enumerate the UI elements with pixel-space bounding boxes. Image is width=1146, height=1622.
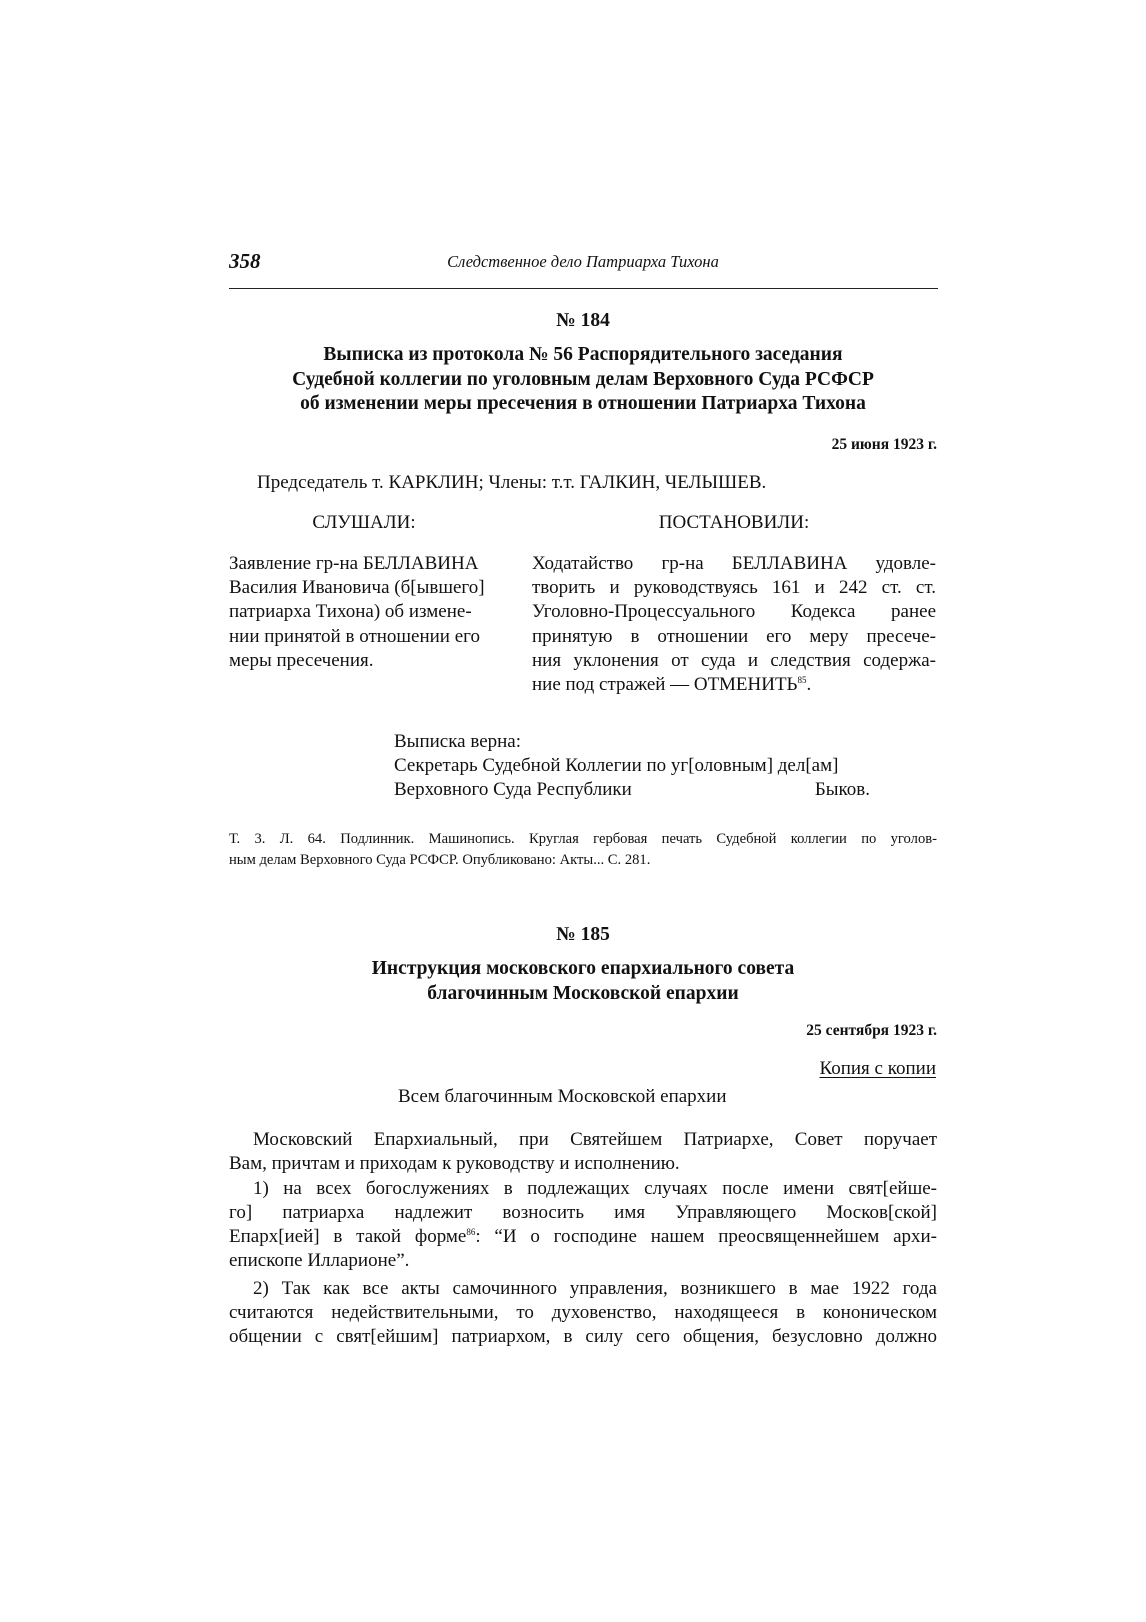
signature-block <box>394 730 894 803</box>
resolved-line: принятую в отношении его меру пресече- <box>532 625 936 647</box>
footnote-ref-86[interactable]: 86 <box>466 1227 476 1238</box>
doc185-number: № 185 <box>556 924 610 945</box>
body-line: го] патриарха надлежит возносить имя Управляющего Москов[ской] <box>229 1201 937 1223</box>
signature-court: Верховного Суда Республики <box>394 779 632 801</box>
body-line: 1) на всех богослужениях в подлежащих случаях после имени свят[ейше- <box>253 1177 937 1199</box>
running-header <box>229 249 937 279</box>
header-rule <box>229 288 938 289</box>
resolved-line-text: ние под стражей — ОТМЕНИТЬ <box>532 674 798 696</box>
doc185-body <box>229 1128 937 1350</box>
doc185-title <box>229 957 937 1006</box>
resolved-line: Уголовно-Процессуального Кодекса ранее <box>532 601 936 623</box>
resolved-line: Ходатайство гр-на БЕЛЛАВИНА удовле- <box>532 553 936 574</box>
body-line: Вам, причтам и приходам к руководству и исполнению. <box>229 1153 680 1175</box>
resolved-end: . <box>806 674 812 696</box>
doc184-title-line: Выписка из протокола № 56 Распорядительного заседания <box>323 344 843 365</box>
body-text: : “И о господине нашем преосвященнейшем архи- <box>475 1226 937 1248</box>
signature-name: Быков. <box>814 779 870 801</box>
doc184-date: 25 июня 1923 г. <box>831 436 937 453</box>
body-line: считаются недействительными, то духовенство, находящееся в кононическом <box>229 1302 937 1324</box>
resolved-line: творить и руководствуясь 161 и 242 ст. ст. <box>532 577 936 599</box>
body-line: общении с свят[ейшим] патриархом, в силу сего общения, безусловно должно <box>229 1326 937 1348</box>
source-line: ным делам Верховного Суда РСФСР. Опубликовано: Акты... С. 281. <box>229 852 651 868</box>
page-number: 358 <box>229 249 261 273</box>
signature-verified: Выписка верна: <box>394 731 522 752</box>
heard-line: патриарха Тихона) об измене- <box>229 601 472 623</box>
body-line <box>229 1225 937 1249</box>
doc185-title-line: Инструкция московского епархиального совета <box>371 958 795 979</box>
addressee: Всем благочинным Московской епархии <box>398 1086 727 1107</box>
doc184-number: № 184 <box>556 310 610 331</box>
body-line: 2) Так как все акты самочинного управления, возникшего в мае 1922 года <box>253 1277 937 1299</box>
body-line: Московский Епархиальный, при Святейшем Патриархе, Совет поручает <box>253 1129 937 1150</box>
body-text: Епарх[ией] в такой форме <box>229 1226 467 1248</box>
signature-position: Секретарь Судебной Коллегии по уг[оловным] дел[ам] <box>394 755 839 777</box>
running-title: Следственное дело Патриарха Тихона <box>447 252 719 271</box>
source-line: Т. 3. Л. 64. Подлинник. Машинопись. Круглая гербовая печать Судебной коллегии по уголов- <box>229 831 937 847</box>
resolved-line: ния уклонения от суда и следствия содержа- <box>532 649 936 671</box>
doc185-title-line: благочинным Московской епархии <box>427 982 739 1004</box>
heard-column <box>229 552 495 673</box>
resolved-column <box>532 552 936 697</box>
doc184-title-line: Судебной коллегии по уголовным делам Верховного Суда РСФСР <box>292 368 874 390</box>
doc184-title-line: об изменении меры пресечения в отношении Патриарха Тихона <box>300 393 866 414</box>
copy-note: Копия с копии <box>819 1058 936 1079</box>
doc184-title <box>229 343 937 417</box>
heard-line: нии принятой в отношении его <box>229 625 480 647</box>
doc185-date: 25 сентября 1923 г. <box>806 1022 937 1039</box>
heard-line: Заявление гр-на БЕЛЛАВИНА <box>229 553 479 574</box>
body-line: епископе Илларионе”. <box>229 1250 410 1272</box>
heard-line: Василия Ивановича (б[ывшего] <box>229 577 485 599</box>
attendance-line: Председатель т. КАРКЛИН; Члены: т.т. ГАЛКИН, ЧЕЛЫШЕВ. <box>257 472 767 493</box>
heard-line: меры пресечения. <box>229 649 374 671</box>
resolved-line-last <box>532 673 936 697</box>
resolved-heading: ПОСТАНОВИЛИ: <box>658 512 810 533</box>
doc184-source-note <box>229 829 937 871</box>
footnote-ref-85[interactable]: 85 <box>797 675 807 686</box>
heard-heading: СЛУШАЛИ: <box>312 512 416 533</box>
